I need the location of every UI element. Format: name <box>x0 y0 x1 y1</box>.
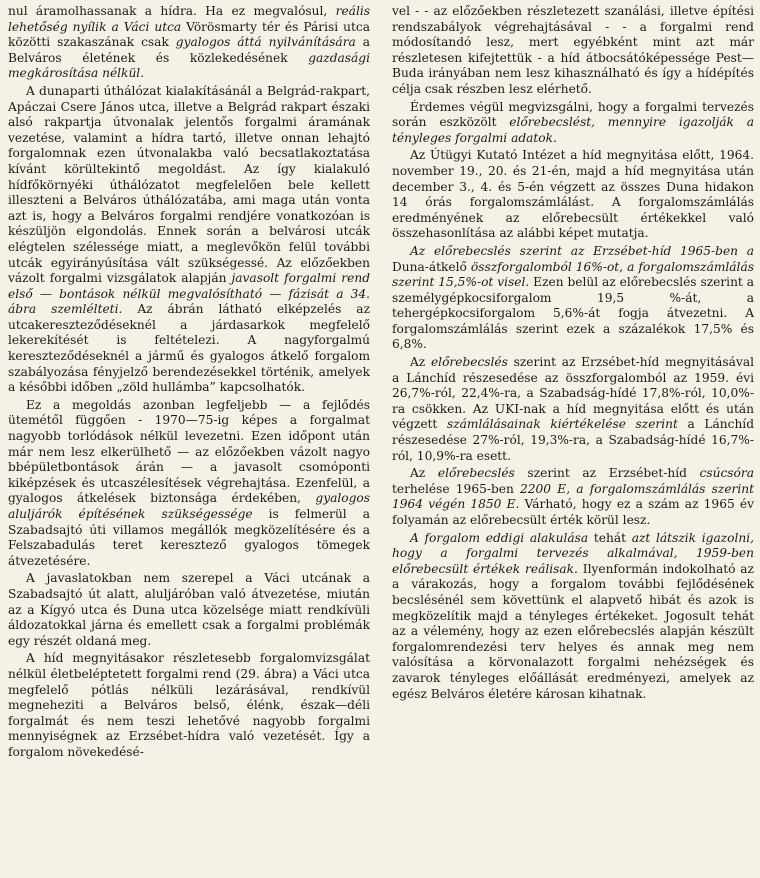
body-text: Ezen belül az előrebecslés szerint a személygépkocsiforgalom 19,5 %-át, a tehergépkocsiforgalom 5,6%-át fogja átvezetni. A forgalomszámlálás szerint ezek a százalékok 17,5% és 6,8%. <box>392 275 754 352</box>
body-text: Ez a megoldás azonban legfeljebb — a fejlődés ütemétől függően - 1970—75-ig képes a forgalmat nagyobb torlódások nélkül levezetni. Ezen időpont után már nem lesz elkerülhető — az előzőekben vázolt nagyo bbépületbontások árán — a javasolt csomóponti kiképzések és utcaszélesítések végrehajtása. Ezenfelül, a gyalogos átkelések biztonsága érdekében, <box>8 397 370 506</box>
body-text: nul áramolhassanak a hídra. Ha ez megvalósul, <box>8 4 336 18</box>
emphasized-text: előrebecslés <box>437 466 515 481</box>
body-text: A javaslatokban nem szerepel a Váci utcának a Szabadsajtó út alatt, aluljáróban való átvezetése, miután az a Kígyó utca és Duna utca közelsége miatt rendkívüli áldozatokkal járna és emellett csak a forgalmi problémák egy részét oldaná meg. <box>8 571 370 648</box>
body-text: A dunaparti úthálózat kialakításánál a Belgrád-rakpart, Apáczai Csere János utca, illetve a Belgrád rakpart északi alsó rakpartja útvonalak jelentős forgalmi áramának vezetése, valamint a hídra tartó, illetve onnan lehajtó forgalomnak ezen útvonalakba való becsatlakoztatása kívánt körültekintő megoldást. Az így kialakuló hídfőkörnyéki úthálózatot megfelelően bele kellett illeszteni a Belváros úthálózatába, ami maga után vonta azt is, hogy a Belváros forgalmi rendjére vonatkozóan is készüljön elgondolás. Ennek során a belvárosi utcák elégtelen szélessége miatt, a meglevőkön felül további utcák egyirányúsítása vált szükségessé. Az előzőekben vázolt forgalmi vizsgálatok alapján <box>8 83 370 286</box>
emphasized-text: összforgalomból 16%-ot, a forgalomszámlálás szerint 15,5%-ot visel. <box>392 259 754 290</box>
body-text: A híd megnyitásakor részletesebb forgalomvizsgálat nélkül életbeléptetett forgalmi rend (29. ábra) a Váci utca megfelelő pótlás nélküli lezárásával, rendkívül megneheziti a Belváros belső, élénk, észak—déli forgalmát és nem teszi lehetővé nagyobb forgalmi mennyiségnek az Erzsébet-hídra való vezetését. Így a forgalom növekedésé- <box>8 651 370 759</box>
paragraph <box>392 244 754 353</box>
emphasized-text: gyalogos aluljárók építésének szükségessége <box>8 491 370 521</box>
paragraph <box>8 4 370 82</box>
left-column <box>8 4 370 878</box>
emphasized-text: azt látszik igazolni, hogy a forgalmi tervezés alkalmával, 1959-ben előrebecsült értékek reálisak. <box>392 530 754 576</box>
paragraph <box>392 100 754 147</box>
body-text: szerint az Erzsébet-híd <box>514 466 700 481</box>
paragraph <box>8 571 370 649</box>
body-text: Az ábrán látható elképzelés az utcakereszteződéseknél a járdasarkok megfelelő lekerekítését is feltételezi. A nagyforgalmú kereszteződéseknél a jármű és gyalogos átkelő forgalom szabályozása fényjelző berendezésekkel történik, amelyek a későbbi időben „zöld hullámba” kapcsolhatók. <box>8 302 370 395</box>
paragraph <box>8 651 370 760</box>
body-text: vel - - az előzőekben részletezett szanálási, illetve építési rendszabályok végrehajtásával - - a forgalmi rend módosítandó lesz, mert egyébként mint azt már részletesen kifejtettük - a híd átbocsátóképessége Pest—Buda irányában nem lesz kihasználható és így a hídépítés célja csak részben lesz elérhető. <box>392 4 754 96</box>
body-text: Várható, hogy ez a szám az 1965 év folyamán az előrebecsült érték körül lesz. <box>392 497 754 527</box>
body-text: szerint az Erzsébet-híd megnyitásával a Lánchíd részesedése az összforgalomból az 1959. évi 26,7%-ról, 22,4%-ra, a Szabadság-hídé 17,8%-ról, 10,0%-ra csökken. Az UKI-nak a híd megnyitása előtt és után végzett <box>392 355 754 432</box>
emphasized-text: 2200 E, a forgalomszámlálás szerint 1964 végén 1850 E. <box>392 481 754 512</box>
paragraph <box>8 84 370 396</box>
emphasized-text: Az előrebecslés szerint az Erzsébet-híd 1965-ben a <box>410 243 754 258</box>
body-text: Az <box>410 355 431 370</box>
emphasized-text: gazdasági megkárosítása nélkül. <box>8 50 370 81</box>
emphasized-text: gyalogos áttá nyilvánítására <box>175 35 356 50</box>
emphasized-text: javasolt forgalmi rend első — bontások nélkül megvalósítható — fázisát a 34. ábra szemlélteti. <box>8 271 370 317</box>
emphasized-text: számlálásainak kiértékelése szerint <box>446 417 678 432</box>
body-text: tehát <box>588 530 632 545</box>
emphasized-text: reális lehetőség nyílik a Váci utca <box>8 4 370 34</box>
body-text: Érdemes végül megvizsgálni, hogy a forgalmi tervezés során eszközölt <box>392 99 754 130</box>
emphasized-text: A forgalom eddigi alakulása <box>410 530 589 545</box>
body-text: Az <box>410 466 438 481</box>
body-text: Az Útügyi Kutató Intézet a híd megnyitása előtt, 1964. november 19., 20. és 21-én, majd a híd megnyitása után december 3., 4. és 5-én végzett az összes Duna hidakon 14 órás forgalomszámlálást. A forgalomszámlálás eredményének az előrebecsült értékekkel való összehasonlítása az alábbi képet mutatja. <box>392 148 754 241</box>
emphasized-text: csúcsóra <box>699 466 754 481</box>
paragraph <box>392 4 754 98</box>
body-text: Duna-átkelő <box>392 259 471 274</box>
paragraph <box>392 466 754 528</box>
body-text: a Belváros életének és közlekedésének <box>8 35 371 65</box>
emphasized-text: előrebecslés <box>430 355 508 370</box>
right-column <box>392 4 754 878</box>
paragraph <box>392 355 754 464</box>
body-text: Vörösmarty tér és Párisi utca közötti szakaszának csak <box>8 19 370 50</box>
paragraph <box>392 148 754 242</box>
body-text: Ilyenformán indokolható az a várakozás, hogy a forgalom további fejlődésének becslésénél sem követtünk el alapvető hibát és azok is megközelítik majd a tényleges értékeket. Jogosult tehát az a vélemény, hogy az ezen előrebecslés alapján készült forgalomrendezési terv helyes és annak meg nem valósítása a körvonalazott forgalmi nehézségek és zavarok tényleges előállását eredményezi, amelyek az egész Belváros életére károsan kihatnak. <box>392 561 754 701</box>
emphasized-text: előrebecslést, mennyire igazolják a tényleges forgalmi adatok. <box>392 115 754 145</box>
paragraph <box>8 398 370 570</box>
paragraph <box>392 531 754 703</box>
body-text: a Lánchíd részesedése 27%-ról, 19,3%-ra, a Szabadság-hídé 16,7%-ról, 10,9%-ra esett. <box>392 417 754 463</box>
body-text: is felmerül a Szabadsajtó úti villamos megállók megközelítésére és a Felszabadulás teret keresztező gyalogos tömegek átvezetésére. <box>8 507 370 568</box>
body-text: terhelése 1965-ben <box>392 481 521 496</box>
